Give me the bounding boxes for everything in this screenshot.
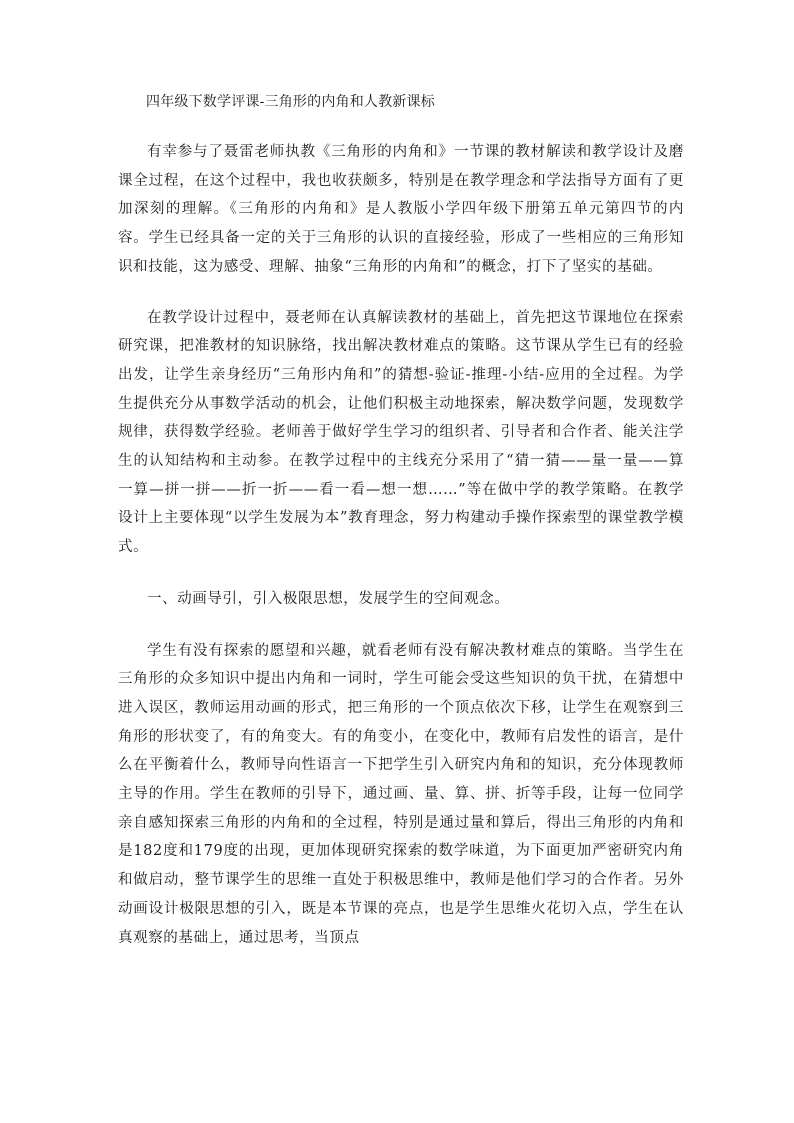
paragraph-design: 在教学设计过程中，聂老师在认真解读教材的基础上，首先把这节课地位在探索研究课，把准教材的知识脉络，找出解决教材难点的策略。这节课从学生已有的经验出发，让学生亲身经历“三角形内角和”的猜想-验证-推理-小结-应用的全过程。为学生提供充分从事数学活动的机会，让他们积极主动地探索，解决数学问题，发现数学规律，获得数学经验。老师善于做好学生学习的组织者、引导者和合作者、能关注学生的认知结构和主动参。在教学过程中的主线充分采用了“猜一猜——量一量——算一算—拼一拼——折一折——看一看—想一想……”等在做中学的教学策略。在教学设计上主要体现“以学生发展为本”教育理念，努力构建动手操作探索型的课堂教学模式。	[118, 309, 684, 556]
document-title: 四年级下数学评课-三角形的内角和人教新课标	[146, 94, 435, 110]
paragraph-section-1: 学生有没有探索的愿望和兴趣，就看老师有没有解决教材难点的策略。当学生在三角形的众多知识中提出内角和一词时，学生可能会受这些知识的负干扰，在猜想中进入误区，教师运用动画的形式，把三角形的一个顶点依次下移，让学生在观察到三角形的形状变了，有的角变大。有的角变小，在变化中，教师有启发性的语言，是什么在平衡着什么，教师导向性语言一下把学生引入研究内角和的知识，充分体现教师主导的作用。学生在教师的引导下，通过画、量、算、拼、折等手段，让每一位同学亲自感知探索三角形的内角和的全过程，特别是通过量和算后，得出三角形的内角和是182度和179度的出现，更加体现研究探索的数学味道，为下面更加严密研究内角和做启动，整节课学生的思维一直处于积极思维中，教师是他们学习的合作者。另外动画设计极限思想的引入，既是本节课的亮点，也是学生思维火花切入点，学生在认真观察的基础上，通过思考，当顶点	[118, 642, 684, 946]
paragraph-intro: 有幸参与了聂雷老师执教《三角形的内角和》一节课的教材解读和教学设计及磨课全过程，在这个过程中，我也收获颇多，特别是在教学理念和学法指导方面有了更加深刻的理解。《三角形的内角和》是人教版小学四年级下册第五单元第四节的内容。学生已经具备一定的关于三角形的认识的直接经验，形成了一些相应的三角形知识和技能，这为感受、理解、抽象“三角形的内角和”的概念，打下了坚实的基础。	[118, 144, 684, 275]
document-page	[118, 92, 684, 952]
section-heading-1: 一、动画导引，引入极限思想，发展学生的空间观念。	[147, 590, 510, 607]
